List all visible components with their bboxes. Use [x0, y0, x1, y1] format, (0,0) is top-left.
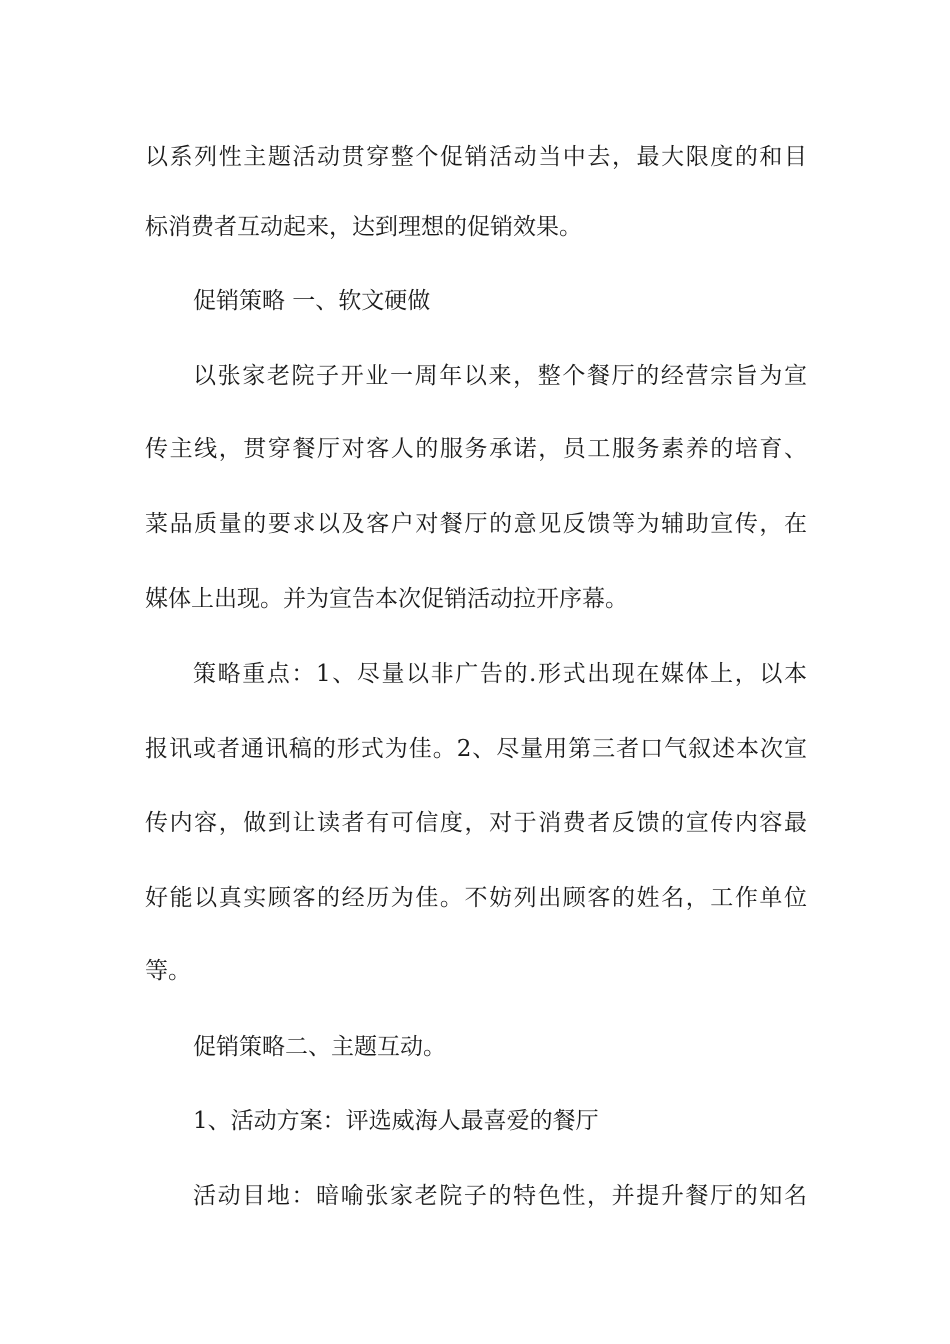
text-line-2: 标消费者互动起来，达到理想的促销效果。 — [145, 214, 582, 240]
text-line-7: 媒体上出现。并为宣告本次促销活动拉开序幕。 — [145, 586, 628, 612]
text-line-15: 活动目地：暗喻张家老院子的特色性，并提升餐厅的知名 — [193, 1183, 807, 1209]
text-line-9: 报讯或者通讯稿的形式为佳。2、尽量用第三者口气叙述本次宣 — [145, 736, 807, 762]
text-line-8: 策略重点：1、尽量以非广告的.形式出现在媒体上，以本 — [193, 661, 807, 687]
text-line-4: 以张家老院子开业一周年以来，整个餐厅的经营宗旨为宣 — [193, 363, 807, 389]
document-page — [145, 0, 807, 1344]
text-line-11: 好能以真实顾客的经历为佳。不妨列出顾客的姓名，工作单位 — [145, 885, 807, 911]
text-line-5: 传主线，贯穿餐厅对客人的服务承诺，员工服务素养的培育、 — [145, 436, 807, 462]
text-line-10: 传内容，做到让读者有可信度，对于消费者反馈的宣传内容最 — [145, 810, 807, 836]
text-line-14: 1、活动方案：评选威海人最喜爱的餐厅 — [193, 1108, 599, 1134]
text-line-6: 菜品质量的要求以及客户对餐厅的意见反馈等为辅助宣传，在 — [145, 511, 807, 537]
text-line-1: 以系列性主题活动贯穿整个促销活动当中去，最大限度的和目 — [145, 144, 807, 170]
section-heading-2: 促销策略二、主题互动。 — [193, 1034, 446, 1060]
section-heading-1: 促销策略 一、软文硬做 — [193, 288, 431, 314]
text-line-12: 等。 — [145, 958, 191, 984]
